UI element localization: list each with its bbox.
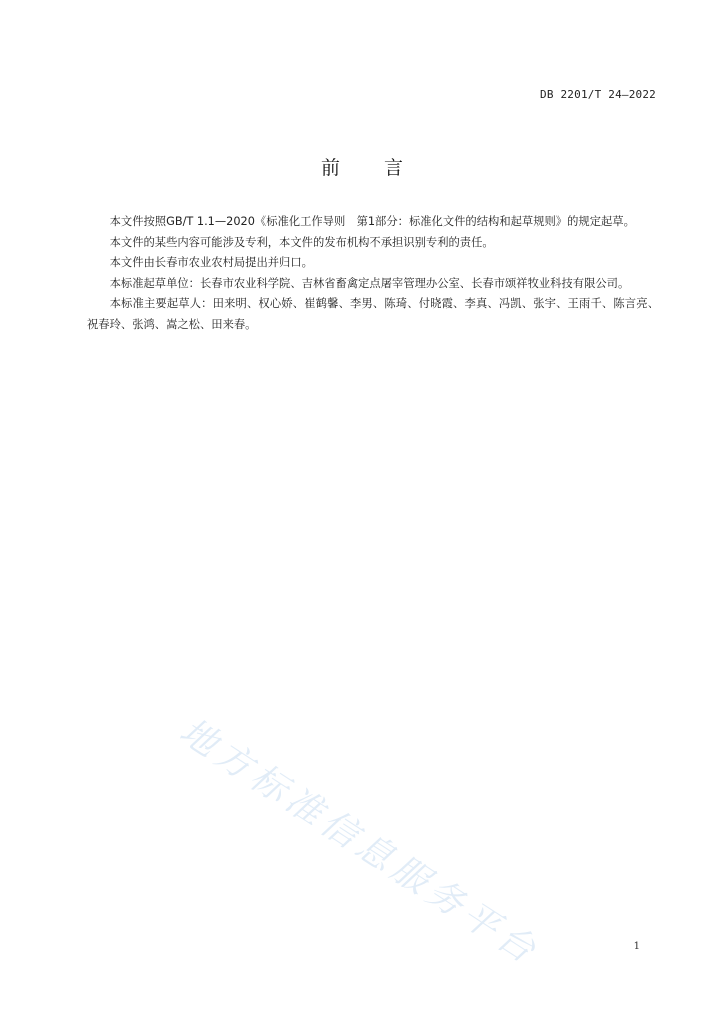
paragraph-drafting-rules: 本文件按照GB/T 1.1—2020《标准化工作导则 第1部分：标准化文件的结构和起草规则》的规定起草。 <box>109 215 635 228</box>
foreword-body <box>87 212 659 335</box>
page-number: 1 <box>633 941 640 952</box>
paragraph-proposer: 本文件由长春市农业农村局提出并归口。 <box>109 256 313 269</box>
paragraph-drafting-units: 本标准起草单位：长春市农业科学院、吉林省畜禽定点屠宰管理办公室、长春市颂祥牧业科技有限公司。 <box>109 276 630 290</box>
watermark: 地方标准信息服务平台 <box>172 710 547 974</box>
paragraph-patent-notice: 本文件的某些内容可能涉及专利，本文件的发布机构不承担识别专利的责任。 <box>109 235 494 249</box>
page-title: 前言 <box>320 157 447 179</box>
paragraph-drafters: 本标准主要起草人：田来明、权心娇、崔鹤馨、李男、陈琦、付晓霞、李真、冯凯、张宇、王雨千、陈言亮、祝春玲、张鸿、嵩之松、田来春。 <box>87 297 659 331</box>
document-code: DB 2201/T 24—2022 <box>540 88 656 101</box>
